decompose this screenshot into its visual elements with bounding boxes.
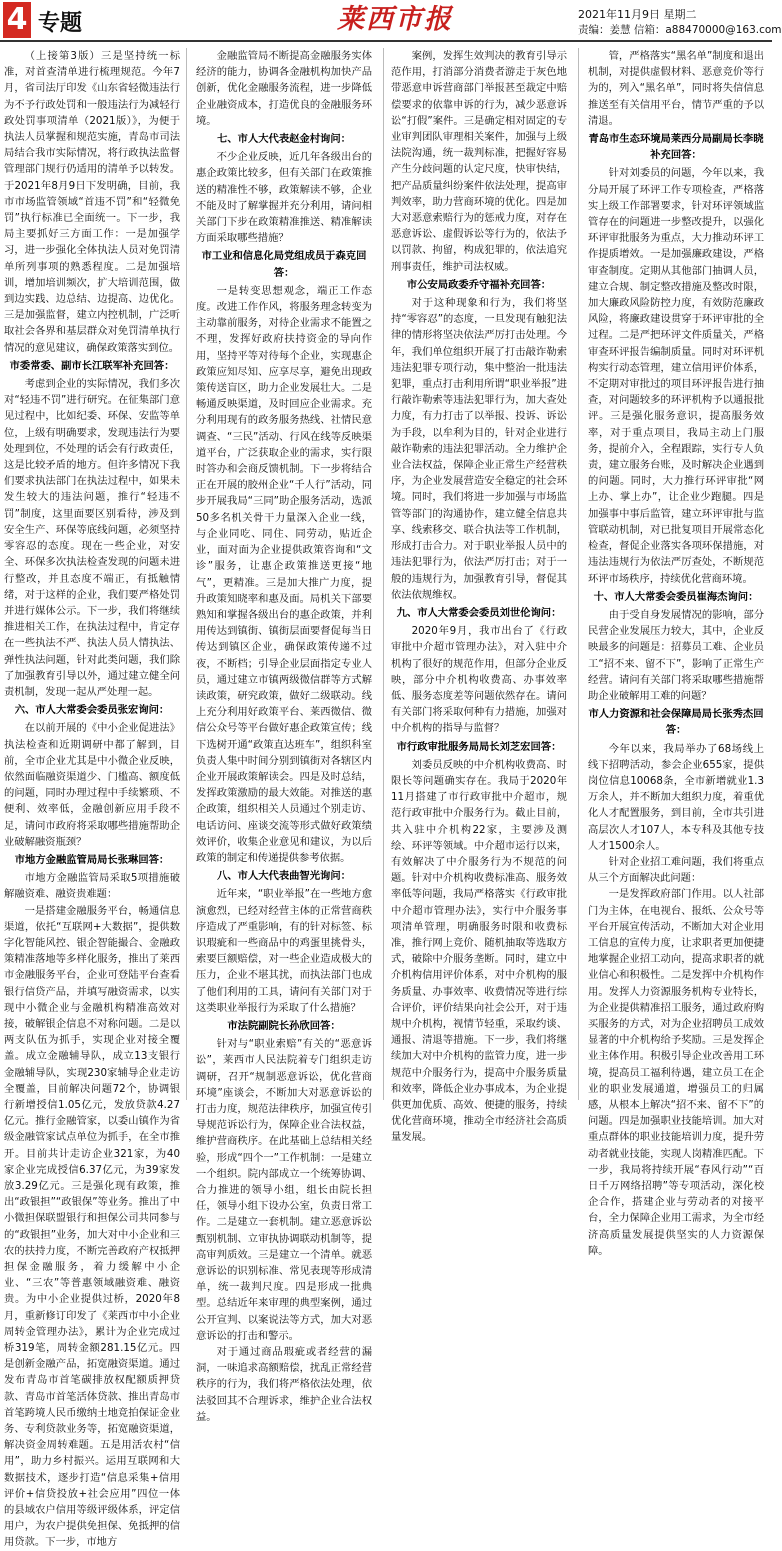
article-subheading: 青岛市生态环境局莱西分局副局长李晓补充回答： (588, 133, 764, 162)
article-subheading: 市人力资源和社会保障局局长张秀杰回答： (588, 708, 764, 737)
article-paragraph: （上接第3版）三是坚持统一标准，对首查清单进行梳理规范。今年7月，省司法厅印发《山东省轻微违法行为不予行政处罚和一般违法行为减轻行政处罚事项清单（2021版）》，为便于执法人员掌握和规范实施，青岛市司法局结合我市实际情况，将行政执法监督管理部门规行仍适用的清单予以转发。于2021年8月9日下发明确，目前，我市市场监管领域“首违不罚”和“轻微免罚”执行标准已全面统一。下一步，我局主要抓好三方面工作：一是加强学习，进一步强化全体执法人员对免罚清单所列事项的熟悉程度。二是加强培训，增加培训频次，扩大培训范围，做到边实践、边总结、边提高、边优化。三是加强监督，建立内控机制，广泛听取社会各界和基层群众对免罚清单执行情况的意见建议，确保政策落实到位。 (4, 50, 180, 354)
article-paragraph: 一是发挥政府部门作用。以人社部门为主体，在电视台、报纸、公众号等平台开展宣传活动，不断加大对企业用工信息的宣传力度，让求职者更加便捷地掌握企业招工动向，提高求职者的就业信心和积极性。二是发挥中介机构作用。发挥人力资源服务机构专业特长，为企业提供精准招工服务，通过政府购买服务的方式，对为企业招聘员工成效显著的中介机构给予奖励。三是发挥企业主体作用。积极引导企业改善用工环境，提高员工福利待遇，建立员工在企业的职业发展通道，增强员工的归属感，从根本上解决“招不来、留不下”的问题。四是加强职业技能培训。加大对重点群体的职业技能培训力度，提升劳动者就业技能，实现人岗精准匹配。下一步，我局将持续开展“春风行动”“百日千万网络招聘”等专项活动，深化校企合作，搭建企业与劳动者的对接平台，全力保障企业用工需求，为全市经济高质量发展提供坚实的人力资源保障。 (588, 888, 764, 1257)
column-divider (383, 48, 384, 1100)
article-paragraph: 市地方金融监管局采取5项措施破解融资难、融资贵难题： (4, 872, 180, 901)
article-paragraph: 在以前开展的《中小企业促进法》执法检查和近期调研中都了解到，目前，全市企业尤其是中小微企业反映，依然面临融资渠道少、门槛高、额度低的问题，同时办理过程中手续繁琐、不便利、效率低，金融创新应用手段不足，请问市政府将采取哪些措施帮助企业破解融资瓶颈？ (4, 722, 180, 848)
article-subheading: 七、市人大代表赵金村询问： (217, 133, 351, 146)
article-subheading: 十、市人大常委会委员崔海杰询问： (593, 590, 759, 603)
article-subheading: 市工业和信息化局党组成员于森克回答： (201, 250, 367, 279)
article-paragraph: 管，严格落实“黑名单”制度和退出机制，对提供虚假材料、恶意竞价等行为的，列入“黑名单”，同时将失信信息推送至有关信用平台，情节严重的予以清退。 (588, 50, 764, 127)
article-paragraph: 由于受自身发展情况的影响，部分民营企业发展压力较大，其中，企业反映最多的问题是：招募员工难、企业员工“招不来、留不下”，影响了正常生产经营。请问有关部门将采取哪些措施帮助企业破解用工难的问题？ (588, 608, 764, 702)
article-paragraph: 针对企业招工难问题，我们将重点从三个方面解决此问题： (588, 855, 764, 885)
issue-date: 2021年11月9日 星期二 (578, 8, 697, 21)
column-divider (186, 48, 187, 1100)
page-header (0, 0, 782, 42)
article-paragraph: 不少企业反映，近几年各级出台的惠企政策比较多，但有关部门在政策推送的精准性不够，政策解读不够，企业不能及时了解掌握并充分利用，请问相关部门下步在政策精准推送、精准解读方面采取哪些措施？ (196, 151, 372, 245)
article-paragraph: 金融监管局不断提高金融服务实体经济的能力，协调各金融机构加快产品创新，优化金融服务流程，进一步降低企业融资成本，打造优良的金融服务环境。 (196, 50, 372, 127)
section-title: 专题 (38, 11, 83, 36)
article-paragraph: 一是搭建金融服务平台，畅通信息渠道，依托“互联网+大数据”，提供数字化智能风控、银企智能撮合、金融政策精准落地等多样化服务，推出了莱西市金融服务平台，企业可登陆平台查看银行信贷产品，并填写融资需求，以实现中小微企业与金融机构精准高效对接，破解银企信息不对称问题。二是以两支队伍为抓手，实现企业对接全覆盖。成立金融辅导队，成立13支银行金融辅导队，实现230家辅导企业走访全覆盖，目前解决问题72个，协调银行新增授信1.05亿元，发放贷款4.27亿元。推行金融管家，以委山镇作为省级金融管家试点单位为抓手，在全市推开。目前共计走访企业321家，为40家企业完成授信6.37亿元，为39家发放3.29亿元。三是强化现有政策，推出“政银担”“政银保”等业务。推出了中小微担保联盟银行和担保公司共同参与的“政银担”业务，加大对中小企业和三农的扶持力度，不断完善政府产权抵押担保金融服务，着力缓解中小企业、“三农”等普惠领域融资难、融资贵。为中小企业提供过桥，2020年8月，重新修订印发了《莱西市中小企业周转金管理办法》，累计为企业完成过桥319笔，周转金额281.15亿元。四是创新金融产品，拓宽融资渠道。通过发布青岛市首笔碳排放权配额质押贷款、青岛市首笔活体贷款、推出青岛市首笔跨境人民币缴纳土地竞拍保证金业务、专利贷款业务等，拓宽融资渠道，解决资金周转难题。五是用活农村“信用”，助力乡村振兴。运用互联网和大数据技术，逐步打造“信息采集+信用评价+信贷投放+社会应用”四位一体的县域农户信用等级评级体系，评定信用户，为农户提供免担保、免抵押的信用贷款。下一步，市地方 (4, 904, 180, 1549)
article-paragraph: 对于通过商品瑕疵或者经营的漏洞，一味追求高额赔偿，扰乱正常经营秩序的行为，我们将严格依法处理，依法驳回其不合理诉求，维护企业合法权益。 (196, 1346, 372, 1423)
header-rule (0, 40, 772, 42)
article-subheading: 九、市人大常委会委员刘世伦询问： (396, 606, 562, 619)
article-subheading: 六、市人大常委会委员张宏询问： (14, 704, 170, 717)
article-paragraph: 刘委员反映的中介机构收费高、时限长等问题确实存在。我局于2020年11月搭建了市行政审批中介超市，规范行政审批中介服务行为。截止目前，共入驻中介机构22家，主要涉及测绘、环评等领域。中介超市运行以来，有效解决了中介服务行为不规范的问题。针对中介机构收费标准高、服务效率低等问题，我局严格落实《行政审批中介超市管理办法》，实行中介服务事项清单管理，明确服务时限和收费标准，推行网上竞价、随机抽取等选取方式，破除中介服务垄断。同时，建立中介机构信用评价体系，对中介机构的服务质量、办事效率、收费情况等进行综合评价，评价结果向社会公开，对于违规中介机构，视情节轻重，采取约谈、通报、清退等措施。下一步，我们将继续加大对中介机构的监管力度，进一步规范中介服务行为，提高中介服务质量和效率，降低企业办事成本，为企业提供更加优质、高效、便捷的服务，持续优化营商环境，推动全市经济社会高质量发展。 (391, 758, 567, 1144)
article-paragraph: 近年来，“职业举报”在一些地方愈演愈烈，已经对经营主体的正常营商秩序造成了严重影响，有的针对标签、标识瑕疵和一些商品中的鸡蛋里挑骨头，索要巨额赔偿，对一些企业造成极大的压力，企业不堪其扰，而执法部门也成了他们利用的工具，请问有关部门对于这类职业举报行为采取了什么措施？ (196, 888, 372, 1014)
article-paragraph: 考虑到企业的实际情况，我们多次对“轻违不罚”进行研究。在征集部门意见过程中，比如纪委、环保、安监等单位，上级有明确要求，发现违法行为要处理到位，不处理的话会有行政责任，这是比较矛盾的地方。但许多情况下我们要求执法部门在执法过程中，如果未发生较大的违法问题，推行“轻违不罚”制度，这里面要区别看待，涉及到安全生产、环保等底线问题，必须坚持零容忍的态度。现在一些企业，对安全、环保多次执法检查发现的问题未进行整改，并且态度不端正，有抵触情绪，对于这样的企业，我们要严格处罚并进行媒体公示。下一步，我们将继续推进相关工作，在执法过程中，肯定存在一些执法不严、执法人员人情执法、弹性执法问题，针对此类问题，我们除了加强教育引导以外，通过建立健全问责机制，发现一起从严处理一起。 (4, 378, 180, 698)
masthead-logo: 莱西市报 (337, 4, 453, 35)
article-paragraph: 针对与“职业索赔”有关的“恶意诉讼”，莱西市人民法院着专门组织走访调研，召开“规制恶意诉讼，优化营商环境”座谈会，不断加大对恶意诉讼的打击力度，规范法律秩序，加强宣传引导规范诉讼行为，保障企业合法权益，维护营商秩序。在此基础上总结相关经验，形成“四个一”工作机制：一是建立一个组织。院内部成立一个统筹协调、合力推进的领导小组，组长由院长担任，领导小组下设办公室，负责日常工作。二是建立一套机制。建立恶意诉讼甄别机制、立审执协调联动机制等，提高审判质效。三是建立一个清单。就恶意诉讼的识别标准、常见表现等形成清单，统一裁判尺度。四是形成一批典型。总结近年来审理的典型案例，通过公开宣判、以案说法等方式，加大对恶意诉讼的打击和警示。 (196, 1038, 372, 1342)
article-subheading: 市委常委、副市长江联军补充回答： (9, 359, 175, 372)
page-number: 4 (3, 2, 31, 38)
article-paragraph: 今年以来，我局举办了68场线上线下招聘活动，参会企业655家，提供岗位信息10068条，全市新增就业1.3万余人，并不断加大组织力度，着重优化人才配置服务，到目前，全市共引进高层次人才107人，本专科及其他专技人才1500余人。 (588, 742, 764, 852)
article-paragraph: 对于这种现象和行为，我们将坚持“零容忍”的态度，一旦发现有触犯法律的情形将坚决依法严厉打击处理。今年，我们单位组织开展了打击敲诈勒索违法犯罪专项行动，集中整治一批违法犯罪，重点打击利用所谓“职业举报”进行敲诈勒索等违法犯罪行为，加大查处力度，有力打击了以举报、投诉、诉讼为手段，以牟利为目的，针对企业进行敲诈勒索的违法犯罪活动。全力维护企业合法权益，保障企业正常生产经营秩序，为企业发展营造安全稳定的社会环境。同时，我们将进一步加强与市场监管等部门的沟通协作，建立健全信息共享、线索移交、联合执法等工作机制，形成打击合力。对于职业举报人员中的违法犯罪行为，依法严厉打击；对于一般的违规行为，加强教育引导，督促其依法依规维权。 (391, 297, 567, 601)
article-column-4 (588, 48, 764, 1257)
article-subheading: 八、市人大代表曲智光询问： (217, 870, 351, 883)
article-subheading: 市法院副院长孙欣回答： (227, 1019, 341, 1032)
editor-info: 责编：姜慧 信箱：a88470000@163.com (578, 24, 782, 36)
article-column-1 (4, 48, 180, 1549)
article-paragraph: 案例，发挥生效判决的教育引导示范作用，打消部分消费者游走于灰色地带恶意申诉营商部门举报甚至裁定中赔偿要求的依靠申诉的行为，减少恶意诉讼“打假”案件。三是确定相对固定的专业审判团队审理相关案件，加强与上级法院沟通，统一裁判标准，把握好容易产生分歧问题的认定尺度，快审快结，把产品质量纠纷案件依法处理，提高审判效率，助力营商环境的优化。四是加大对恶意索赔行为的惩戒力度，对存在恶意诉讼、虚假诉讼等行为的，依法予以罚款、拘留，构成犯罪的，依法追究刑事责任，维护司法权威。 (391, 50, 567, 273)
column-divider (578, 48, 579, 1100)
article-column-3 (391, 48, 567, 1144)
article-paragraph: 一是转变思想观念，端正工作态度。改进工作作风，将服务理念转变为主动靠前服务，对待企业需求不能置之不理，发挥好政府扶持资金的导向作用，坚持平等对待每个企业，实现惠企政策应知尽知、应享尽享，避免出现政策传送盲区，助力企业发展壮大。二是畅通反映渠道，及时回应企业需求。充分利用现有的政务服务热线、社情民意调查、“三民”活动、行风在线等反映渠道平台，广泛获取企业的需求，实行限时答办和会商反馈机制。下一步将结合正在开展的胶州企业“千人行”活动，同步开展我局“三同”助企服务活动，选派50多名机关骨干力量深入企业一线，与企业同吃、同住、同劳动，贴近企业，面对面为企业提供政策咨询和“文诊”服务，让惠企政策推送更接“地气”，更精准。三是加大推广力度，提升政策知晓率和惠及面。局机关下部要熟知和掌握各级出台的惠企政策，并利用传达到镇街、镇街层面要督促每当日传达到镇区企业，确保政策传递不过夜，不断档；引导企业层面指定专业人员，通过建立市镇两级微信群等方式解读政策，研究政策，做好二级联动。线上充分利用好政策平台、莱西微信、微信公众号等平台做好惠企政策宣传；线下选树开通“政策直达班车”，组织科室负责人集中时间分别到镇街对各辖区内企业开展政策解读会。四是及时总结，发挥政策激励的最大效能。对推送的惠企政策，组织相关人员通过个别走访、电话访问、座谈交流等形式做好政策绩效评价，收集企业意见和建议，为以后政策的制定和传递提供参考依据。 (196, 284, 372, 864)
article-column-2 (196, 48, 372, 1423)
article-paragraph: 针对刘委员的问题，今年以来，我分局开展了环评工作专项检查，严格落实上级工作部署要求，针对环评领域监管存在的问题进一步整改提升，以强化环评审批服务为重点，大力推动环评工作提质增效。一是加强廉政建设，严格审查制度。定期从其他部门抽调人员，建立合规、制定整改措施及整改时限，加大廉政风险防控力度，有效防范廉政风险，将廉政建设贯穿于环评审批的全过程。二是严把环评文件质量关，严格审查环评报告编制质量。同时对环评机构实行动态管理，建立信用评价体系，不定期对审批过的项目环评报告进行抽查，对问题较多的环评机构予以通报批评。三是强化服务意识，提高服务效率，对于重点项目，我局主动上门服务，提前介入，全程跟踪，实行专人负责，建立服务台账，及时解决企业遇到的问题。同时，大力推行环评审批“网上办、掌上办”，让企业少跑腿。四是加强事中事后监管，建立环评审批与监管联动机制，对已批复项目开展常态化检查，督促企业落实各项环保措施，对违法违规行为依法严厉查处，不断规范环评市场秩序，持续优化营商环境。 (588, 167, 764, 585)
article-subheading: 市地方金融监管局局长张琳回答： (14, 853, 170, 866)
article-paragraph: 2020年9月，我市出台了《行政审批中介超市管理办法》，对入驻中介机构了很好的规范作用，但部分企业反映，部分中介机构收费高、办事效率低、服务态度差等问题依然存在。请问有关部门将采取何种有力措施，加强对中介机构的指导与监督？ (391, 625, 567, 735)
article-subheading: 市公安局政委乔守福补充回答： (406, 278, 552, 291)
article-subheading: 市行政审批服务局局长刘芝宏回答： (396, 740, 562, 753)
